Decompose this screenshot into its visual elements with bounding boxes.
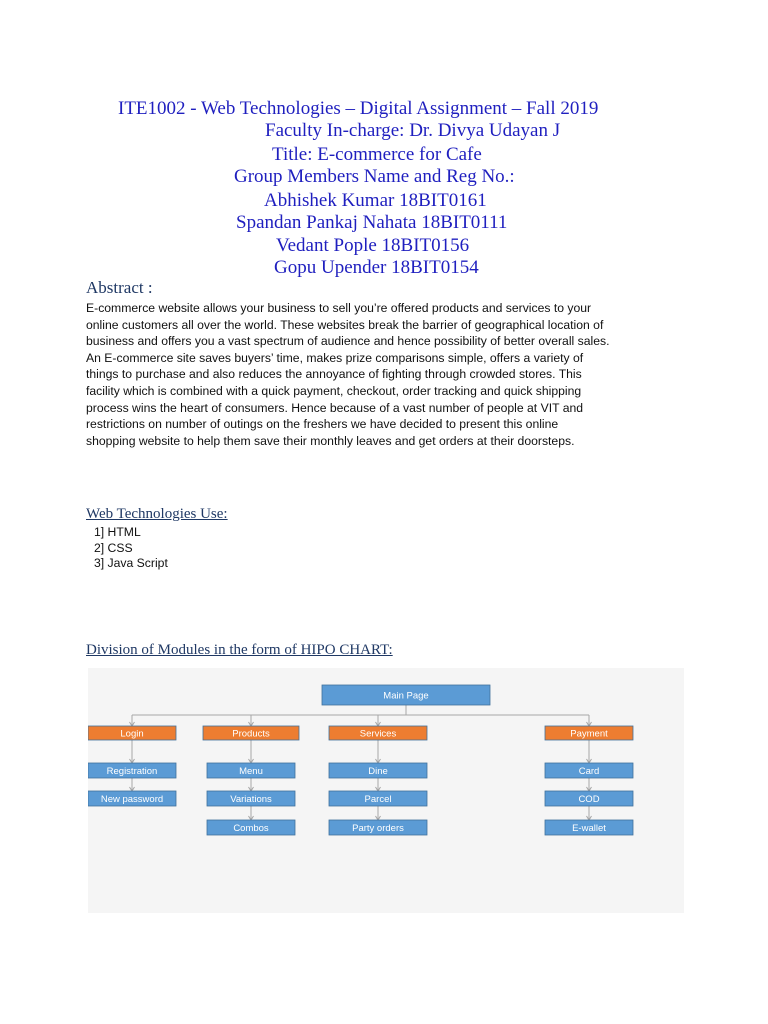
hipo-root-main-page-label: Main Page: [383, 690, 429, 702]
hipo-sub-dine: [329, 763, 427, 778]
hipo-sub-new-password-label: New password: [100, 794, 164, 805]
hipo-module-products: [203, 726, 299, 740]
hipo-chart-svg: [88, 668, 684, 913]
hipo-module-products-label: Products: [232, 728, 270, 740]
hipo-chart: [88, 668, 684, 913]
hipo-sub-party-orders-label: Party orders: [352, 823, 404, 834]
technology-item: 2] CSS: [94, 540, 133, 555]
abstract-paragraph: [86, 300, 696, 449]
hipo-sub-combos: [207, 820, 295, 835]
hipo-root-main-page: [322, 685, 490, 705]
hipo-sub-dine-label: Dine: [368, 766, 388, 777]
hipo-sub-variations-label: Variations: [230, 794, 272, 805]
abstract-line: facility which is combined with a quick payment, checkout, order tracking and quick shipping: [86, 383, 582, 398]
hipo-sub-variations: [207, 791, 295, 806]
technologies-list: [94, 525, 168, 572]
hipo-sub-party-orders: [329, 820, 427, 835]
abstract-line: online customers all over the world. These websites break the barrier of geographical location of: [86, 317, 604, 332]
hipo-module-services-label: Services: [359, 728, 397, 740]
hipo-module-payment: [545, 726, 633, 740]
abstract-heading: Abstract :: [86, 278, 153, 297]
abstract-line: restrictions on number of outings on the freshers we have decided to present this online: [86, 417, 559, 432]
hipo-module-login-label: Login: [120, 728, 144, 740]
hipo-sub-cod-label: COD: [578, 794, 600, 805]
hipo-module-login: [88, 726, 176, 740]
member-3: Vedant Pople 18BIT0156: [276, 235, 470, 256]
hipo-sub-menu-label: Menu: [239, 766, 263, 777]
hipo-heading: Division of Modules in the form of HIPO CHART:: [86, 642, 393, 658]
hipo-sub-card-label: Card: [578, 766, 600, 777]
abstract-line: business and offers you a vast spectrum of audience and hence possibility of better overall sales.: [86, 334, 610, 349]
hipo-sub-registration-label: Registration: [106, 766, 158, 777]
abstract-line: shopping website to help them save their monthly leaves and get orders at their doorsteps.: [86, 433, 575, 448]
abstract-line: E-commerce website allows your business to sell you’re offered products and services to your: [86, 301, 592, 315]
hipo-sub-parcel: [329, 791, 427, 806]
hipo-sub-e-wallet: [545, 820, 633, 835]
hipo-sub-registration: [88, 763, 176, 778]
technologies-heading: Web Technologies Use:: [86, 506, 228, 522]
hipo-sub-menu: [207, 763, 295, 778]
member-4: Gopu Upender 18BIT0154: [274, 257, 479, 278]
course-title: ITE1002 - Web Technologies – Digital Assignment – Fall 2019: [118, 98, 599, 119]
hipo-sub-parcel-label: Parcel: [364, 794, 392, 805]
hipo-sub-e-wallet-label: E-wallet: [572, 823, 606, 834]
hipo-module-services: [329, 726, 427, 740]
technology-item: 1] HTML: [94, 525, 141, 539]
member-2: Spandan Pankaj Nahata 18BIT0111: [236, 212, 508, 233]
project-title: Title: E-commerce for Cafe: [272, 144, 482, 165]
abstract-line: process wins the heart of consumers. Hence because of a vast number of people at VIT and: [86, 400, 584, 415]
abstract-line: things to purchase and also reduces the annoyance of fighting through crowded stores. This: [86, 367, 582, 382]
hipo-sub-new-password: [88, 791, 176, 806]
hipo-sub-cod: [545, 791, 633, 806]
member-1: Abhishek Kumar 18BIT0161: [264, 190, 487, 211]
hipo-module-payment-label: Payment: [570, 728, 608, 740]
abstract-line: An E-commerce site saves buyers’ time, makes prize comparisons simple, offers a variety of: [86, 350, 584, 365]
technology-item: 3] Java Script: [94, 556, 168, 570]
faculty-line: Faculty In-charge: Dr. Divya Udayan J: [265, 120, 561, 141]
hipo-sub-card: [545, 763, 633, 778]
group-members-heading: Group Members Name and Reg No.:: [234, 166, 515, 187]
hipo-sub-combos-label: Combos: [233, 823, 269, 834]
